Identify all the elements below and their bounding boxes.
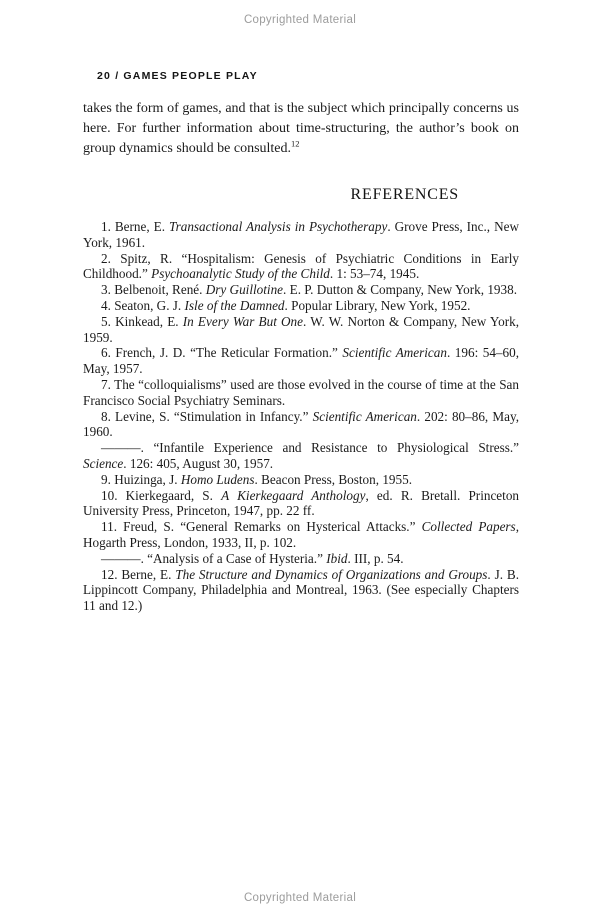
reference-text: 6. French, J. D. “The Reticular Formation.” xyxy=(101,345,343,361)
reference-item xyxy=(83,219,519,251)
reference-text: . 196: 54–60, May, 1957. xyxy=(83,345,519,377)
reference-text: 2. Spitz, R. “Hospitalism: Genesis of Psychiatric Conditions in Early Childhood.” xyxy=(83,250,519,282)
reference-text: . J. B. Lippincott Company, Philadelphia and Montreal, 1963. (See especially Chapters 11 and 12.) xyxy=(83,566,519,614)
reference-text: 7. The “colloquialisms” used are those evolved in the course of time at the San Francisco Social Psychiatry Seminars. xyxy=(83,376,519,408)
reference-title-italic: Scientific American xyxy=(342,345,447,361)
reference-item xyxy=(83,314,519,346)
reference-title-italic: Collected Papers xyxy=(421,519,516,535)
intro-paragraph-text: takes the form of games, and that is the subject which principally concerns us here. For further information about time-structuring, the author’s book on group dynamics should be consulted. xyxy=(83,101,519,156)
reference-title-italic: Science xyxy=(83,455,124,471)
reference-item xyxy=(83,551,519,567)
reference-item xyxy=(83,488,519,520)
reference-title-italic: A Kierkegaard Anthology xyxy=(221,487,366,503)
reference-text: . E. P. Dutton & Company, New York, 1938. xyxy=(283,282,518,298)
intro-paragraph xyxy=(83,99,519,159)
reference-item xyxy=(83,377,519,409)
reference-title-italic: Transactional Analysis in Psychotherapy xyxy=(169,219,388,234)
reference-text: ———. “Infantile Experience and Resistance to Physiological Stress.” xyxy=(101,440,519,456)
reference-text: . Popular Library, New York, 1952. xyxy=(284,297,471,313)
reference-title-italic: In Every War But One xyxy=(182,313,304,329)
footnote-marker: 12 xyxy=(291,138,300,149)
reference-item xyxy=(83,440,519,472)
reference-text: . III, p. 54. xyxy=(347,550,404,566)
reference-text: . Grove Press, Inc., New York, 1961. xyxy=(83,219,519,250)
reference-text: 12. Berne, E. xyxy=(101,566,176,582)
reference-text: ———. “Analysis of a Case of Hysteria.” xyxy=(101,550,327,566)
reference-text: 9. Huizinga, J. xyxy=(101,471,181,487)
reference-text: 3. Belbenoit, René. xyxy=(101,282,206,298)
reference-item xyxy=(83,251,519,283)
reference-item xyxy=(83,567,519,614)
reference-item xyxy=(83,298,519,314)
reference-title-italic: Dry Guillotine xyxy=(205,282,284,298)
reference-item xyxy=(83,345,519,377)
reference-title-italic: The Structure and Dynamics of Organizations and Groups xyxy=(175,566,488,582)
reference-title-italic: Ibid xyxy=(326,550,348,566)
reference-item xyxy=(83,519,519,551)
references-heading: REFERENCES xyxy=(350,186,459,203)
reference-title-italic: Homo Ludens xyxy=(180,471,255,487)
reference-text: , Hogarth Press, London, 1933, II, p. 102. xyxy=(83,519,519,550)
reference-text: 11. Freud, S. “General Remarks on Hysterical Attacks.” xyxy=(101,519,422,535)
reference-text: 4. Seaton, G. J. xyxy=(101,297,185,313)
reference-item xyxy=(83,472,519,488)
reference-text: , ed. R. Bretall. Princeton University Press, Princeton, 1947, pp. 22 ff. xyxy=(83,487,520,519)
copyright-notice-bottom: Copyrighted Material xyxy=(243,892,357,904)
reference-text: . W. W. Norton & Company, New York, 1959. xyxy=(83,313,520,345)
reference-text: . Beacon Press, Boston, 1955. xyxy=(254,471,413,487)
reference-text: 1. Berne, E. xyxy=(101,219,169,234)
reference-text: 5. Kinkead, E. xyxy=(101,313,183,329)
copyright-notice-top: Copyrighted Material xyxy=(243,14,357,26)
reference-item xyxy=(83,409,519,441)
reference-text: . 202: 80–86, May, 1960. xyxy=(83,408,519,440)
reference-text: . 126: 405, August 30, 1957. xyxy=(123,455,274,471)
reference-title-italic: Psychoanalytic Study of the Child xyxy=(151,266,330,282)
reference-item xyxy=(83,282,519,298)
reference-title-italic: Scientific American xyxy=(312,408,417,424)
reference-title-italic: Isle of the Damned xyxy=(184,297,285,313)
references-list xyxy=(83,219,519,614)
reference-text: 10. Kierkegaard, S. xyxy=(101,487,222,503)
running-header: 20 / GAMES PEOPLE PLAY xyxy=(97,70,258,82)
page-content xyxy=(83,70,519,614)
reference-text: . 1: 53–74, 1945. xyxy=(329,266,420,282)
reference-text: 8. Levine, S. “Stimulation in Infancy.” xyxy=(101,408,313,424)
